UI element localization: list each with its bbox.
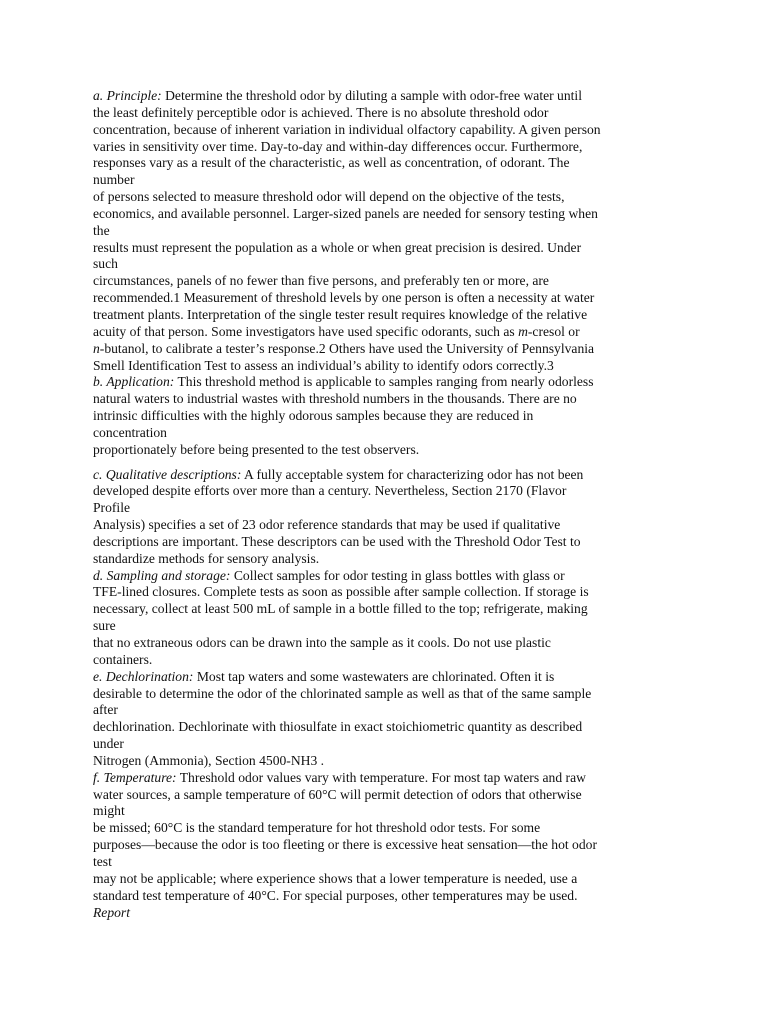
text-run: treatment plants. Interpretation of the single tester result requires knowledge of the relative (93, 306, 588, 322)
text-run: test (93, 853, 112, 869)
text-line (93, 223, 693, 240)
text-line (93, 358, 693, 375)
text-run: Nitrogen (Ammonia), Section 4500-NH3 . (93, 752, 325, 768)
text-run: dechlorination. Dechlorinate with thiosulfate in exact stoichiometric quantity as described (93, 719, 583, 735)
text-run: concentration (93, 424, 167, 440)
text-line (93, 837, 693, 854)
text-line (93, 719, 693, 736)
text-run: containers. (93, 651, 153, 667)
text-run: recommended.1 Measurement of threshold levels by one person is often a necessity at water (93, 290, 595, 306)
text-line (93, 324, 693, 341)
text-block (93, 88, 693, 459)
text-line (93, 240, 693, 257)
text-line (93, 206, 693, 223)
italic-run: d. Sampling and storage: (93, 567, 231, 583)
text-line (93, 122, 693, 139)
text-run: natural waters to industrial wastes with threshold numbers in the thousands. There are no (93, 391, 577, 407)
text-run: TFE-lined closures. Complete tests as soon as possible after sample collection. If storage is (93, 584, 589, 600)
text-line (93, 391, 693, 408)
text-line (93, 189, 693, 206)
italic-run: f. Temperature: (93, 769, 177, 785)
text-line (93, 871, 693, 888)
text-line (93, 854, 693, 871)
text-line (93, 374, 693, 391)
italic-run: c. Qualitative descriptions: (93, 466, 242, 482)
text-block (93, 467, 693, 922)
text-run: the least definitely perceptible odor is achieved. There is no absolute threshold odor (93, 104, 549, 120)
text-run: of persons selected to measure threshold odor will depend on the objective of the tests, (93, 189, 565, 205)
text-run: might (93, 803, 125, 819)
italic-run: b. Application: (93, 374, 175, 390)
text-run: under (93, 736, 124, 752)
text-run: acuity of that person. Some investigators have used specific odorants, such as (93, 323, 519, 339)
text-line (93, 307, 693, 324)
text-run: such (93, 256, 118, 272)
text-run: sure (93, 618, 116, 634)
text-line (93, 888, 693, 905)
text-line (93, 408, 693, 425)
text-line (93, 568, 693, 585)
text-run: Determine the threshold odor by diluting a sample with odor-free water until (161, 88, 582, 103)
text-run: Threshold odor values vary with temperature. For most tap waters and raw (176, 769, 586, 785)
italic-run: e. Dechlorination: (93, 668, 194, 684)
italic-run: Report (93, 904, 130, 920)
text-run: intrinsic difficulties with the highly odorous samples because they are reduced in (93, 408, 534, 424)
document-page (93, 88, 693, 921)
text-line (93, 601, 693, 618)
text-line (93, 686, 693, 703)
text-line (93, 105, 693, 122)
text-run: after (93, 702, 118, 718)
text-run: water sources, a sample temperature of 60°C will permit detection of odors that otherwise (93, 786, 582, 802)
text-run: may not be applicable; where experience shows that a lower temperature is needed, use a (93, 870, 578, 886)
text-line (93, 770, 693, 787)
text-run: circumstances, panels of no fewer than five persons, and preferably ten or more, are (93, 273, 549, 289)
paragraph-gap (93, 459, 693, 467)
text-run: Profile (93, 500, 130, 516)
text-run: desirable to determine the odor of the chlorinated sample as well as that of the same sample (93, 685, 592, 701)
text-line (93, 669, 693, 686)
text-run: This threshold method is applicable to samples ranging from nearly odorless (174, 374, 594, 390)
text-run: standard test temperature of 40°C. For special purposes, other temperatures may be used. (93, 887, 578, 903)
text-line (93, 273, 693, 290)
text-run: results must represent the population as a whole or when great precision is desired. Under (93, 239, 582, 255)
text-line (93, 155, 693, 172)
text-run: the (93, 222, 110, 238)
text-run: number (93, 172, 135, 188)
text-line (93, 635, 693, 652)
text-run: purposes—because the odor is too fleeting or there is excessive heat sensation—the hot odor (93, 837, 597, 853)
text-line (93, 702, 693, 719)
text-run: -butanol, to calibrate a tester’s response.2 Others have used the University of Pennsylvania (99, 340, 595, 356)
text-run: A fully acceptable system for characterizing odor has not been (241, 466, 584, 482)
text-run: concentration, because of inherent variation in individual olfactory capability. A given person (93, 121, 601, 137)
text-line (93, 753, 693, 770)
text-run: developed despite efforts over more than a century. Nevertheless, Section 2170 (Flavor (93, 483, 567, 499)
text-run: -cresol or (527, 323, 580, 339)
text-run: Analysis) specifies a set of 23 odor reference standards that may be used if qualitative (93, 517, 561, 533)
italic-run: a. Principle: (93, 88, 162, 103)
text-run: Most tap waters and some wastewaters are chlorinated. Often it is (193, 668, 555, 684)
text-line (93, 905, 693, 922)
text-line (93, 736, 693, 753)
text-line (93, 467, 693, 484)
text-run: standardize methods for sensory analysis. (93, 550, 320, 566)
text-line (93, 820, 693, 837)
text-run: varies in sensitivity over time. Day-to-day and within-day differences occur. Furthermore, (93, 138, 583, 154)
text-line (93, 139, 693, 156)
text-line (93, 652, 693, 669)
text-line (93, 787, 693, 804)
text-line (93, 290, 693, 307)
text-run: descriptions are important. These descriptors can be used with the Threshold Odor Test to (93, 533, 581, 549)
text-line (93, 425, 693, 442)
italic-run: n (93, 340, 100, 356)
text-line (93, 551, 693, 568)
text-line (93, 172, 693, 189)
text-run: proportionately before being presented to the test observers. (93, 441, 420, 457)
text-line (93, 584, 693, 601)
text-line (93, 618, 693, 635)
text-run: Collect samples for odor testing in glass bottles with glass or (230, 567, 565, 583)
text-run: necessary, collect at least 500 mL of sample in a bottle filled to the top; refrigerate, making (93, 601, 588, 617)
text-line (93, 442, 693, 459)
text-line (93, 500, 693, 517)
text-line (93, 534, 693, 551)
text-line (93, 517, 693, 534)
italic-run: m (518, 323, 528, 339)
text-line (93, 256, 693, 273)
text-run: responses vary as a result of the characteristic, as well as concentration, of odorant. The (93, 155, 570, 171)
text-line (93, 803, 693, 820)
text-run: economics, and available personnel. Larger-sized panels are needed for sensory testing when (93, 205, 598, 221)
text-run: be missed; 60°C is the standard temperature for hot threshold odor tests. For some (93, 820, 541, 836)
text-line (93, 88, 693, 105)
text-run: Smell Identification Test to assess an individual’s ability to identify odors correctly.3 (93, 357, 554, 373)
text-line (93, 341, 693, 358)
text-line (93, 483, 693, 500)
text-run: that no extraneous odors can be drawn into the sample as it cools. Do not use plastic (93, 635, 551, 650)
